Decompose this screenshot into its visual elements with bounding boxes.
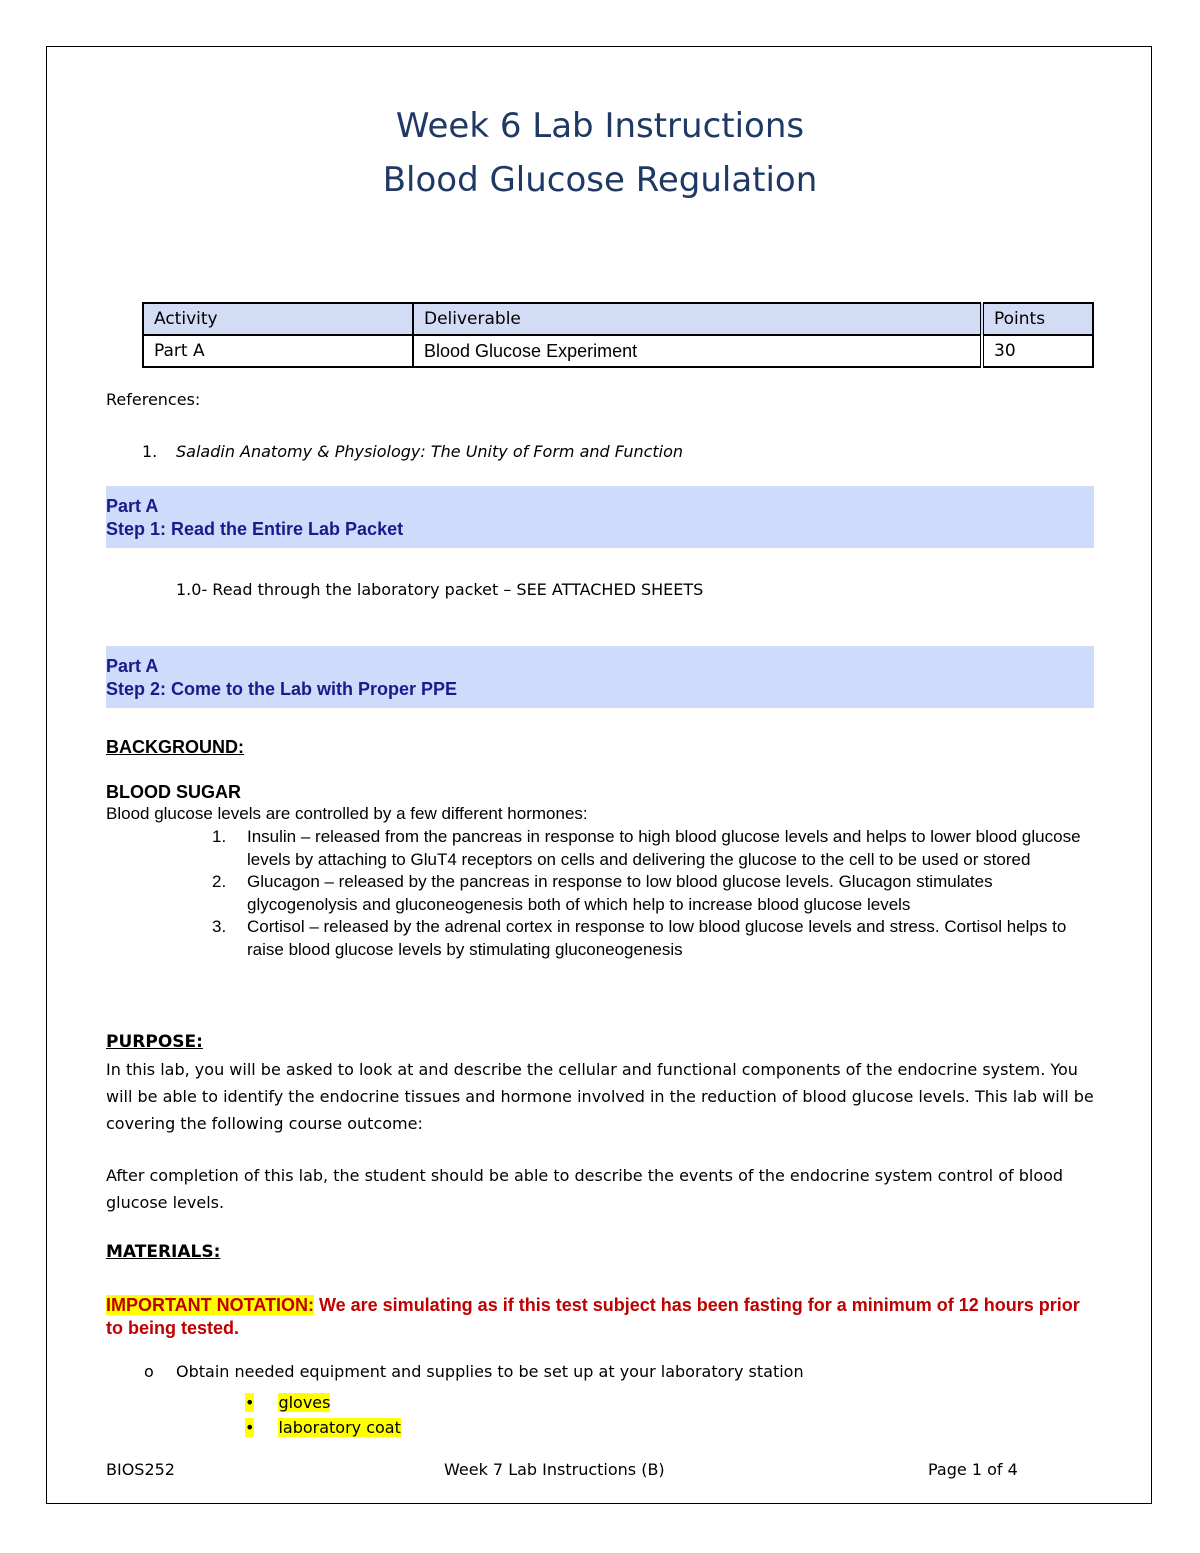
page-border [46, 46, 1152, 1504]
list-item [212, 916, 1092, 961]
reference-item [142, 442, 683, 461]
step2-heading: Step 2: Come to the Lab with Proper PPE [106, 679, 458, 699]
obtain-marker: o [144, 1362, 154, 1381]
background-heading: BACKGROUND: [106, 737, 244, 757]
cell-activity: Part A [143, 335, 413, 367]
step1-text: 1.0- Read through the laboratory packet – SEE ATTACHED SHEETS [176, 580, 704, 599]
obtain-item [144, 1362, 804, 1381]
document-title: Week 6 Lab Instructions [395, 106, 805, 146]
materials-heading: MATERIALS: [106, 1242, 221, 1262]
list-item [212, 826, 1092, 871]
bullet-marker: • [245, 1418, 255, 1437]
list-number: 1. [212, 827, 227, 846]
list-item [245, 1415, 401, 1440]
bullet-text: gloves [278, 1393, 331, 1412]
footer-doc-title: Week 7 Lab Instructions (B) [444, 1460, 665, 1479]
footer-page-number: Page 1 of 4 [928, 1460, 1018, 1479]
blood-sugar-heading: BLOOD SUGAR [106, 782, 241, 802]
header-points: Points [982, 303, 1093, 335]
document-subtitle: Blood Glucose Regulation [382, 160, 818, 200]
purpose-heading: PURPOSE: [106, 1032, 203, 1052]
bullet-text: laboratory coat [278, 1418, 401, 1437]
step1-part: Part A [106, 496, 159, 516]
supply-list [245, 1390, 401, 1440]
header-activity: Activity [143, 303, 413, 335]
blood-sugar-intro: Blood glucose levels are controlled by a few different hormones: [106, 804, 588, 823]
outcome-paragraph: After completion of this lab, the student should be able to describe the events of the endocrine system control of blood glucose levels. [106, 1166, 1064, 1212]
bullet-marker: • [245, 1393, 255, 1412]
list-text: Glucagon – released by the pancreas in response to low blood glucose levels. Glucagon stimulates glycogenolysis and gluconeogenesis both of which help to increase blood glucose levels [247, 872, 993, 914]
reference-title: Anatomy & Physiology: The Unity of Form and Function [234, 442, 684, 461]
reference-number: 1. [142, 442, 158, 461]
cell-points: 30 [982, 335, 1093, 367]
list-item [245, 1390, 401, 1415]
obtain-text: Obtain needed equipment and supplies to be set up at your laboratory station [176, 1362, 804, 1381]
list-number: 2. [212, 872, 227, 891]
list-item [212, 871, 1092, 916]
list-number: 3. [212, 917, 227, 936]
list-text: Insulin – released from the pancreas in response to high blood glucose levels and helps to lower blood glucose levels by attaching to GluT4 receptors on cells and delivering the glucose to the cell to be used or stored [247, 827, 1081, 869]
notation-label: IMPORTANT NOTATION: [106, 1295, 314, 1315]
references-label: References: [106, 390, 201, 409]
important-notation [106, 1294, 1096, 1340]
list-text: Cortisol – released by the adrenal cortex in response to low blood glucose levels and stress. Cortisol helps to raise blood glucose levels by stimulating gluconeogenesis [247, 917, 1067, 959]
header-deliverable: Deliverable [413, 303, 982, 335]
deliverables-table [142, 302, 1094, 368]
step1-heading: Step 1: Read the Entire Lab Packet [106, 519, 404, 539]
notation-text: We are simulating as if this test subject has been fasting for a minimum of 12 hours prior to being tested. [106, 1295, 1080, 1338]
purpose-paragraph: In this lab, you will be asked to look at and describe the cellular and functional components of the endocrine system. You will be able to identify the endocrine tissues and hormone involved in the reduction of blood glucose levels. This lab will be covering the following course outcome: [106, 1060, 1094, 1133]
hormone-list [212, 826, 1092, 961]
footer-course: BIOS252 [106, 1460, 175, 1479]
cell-deliverable: Blood Glucose Experiment [413, 335, 982, 367]
table-header-row [143, 303, 1093, 335]
step2-part: Part A [106, 656, 159, 676]
reference-author: Saladin [176, 442, 235, 461]
step2-heading-band [106, 646, 1094, 708]
step1-heading-band [106, 486, 1094, 548]
table-row [143, 335, 1093, 367]
